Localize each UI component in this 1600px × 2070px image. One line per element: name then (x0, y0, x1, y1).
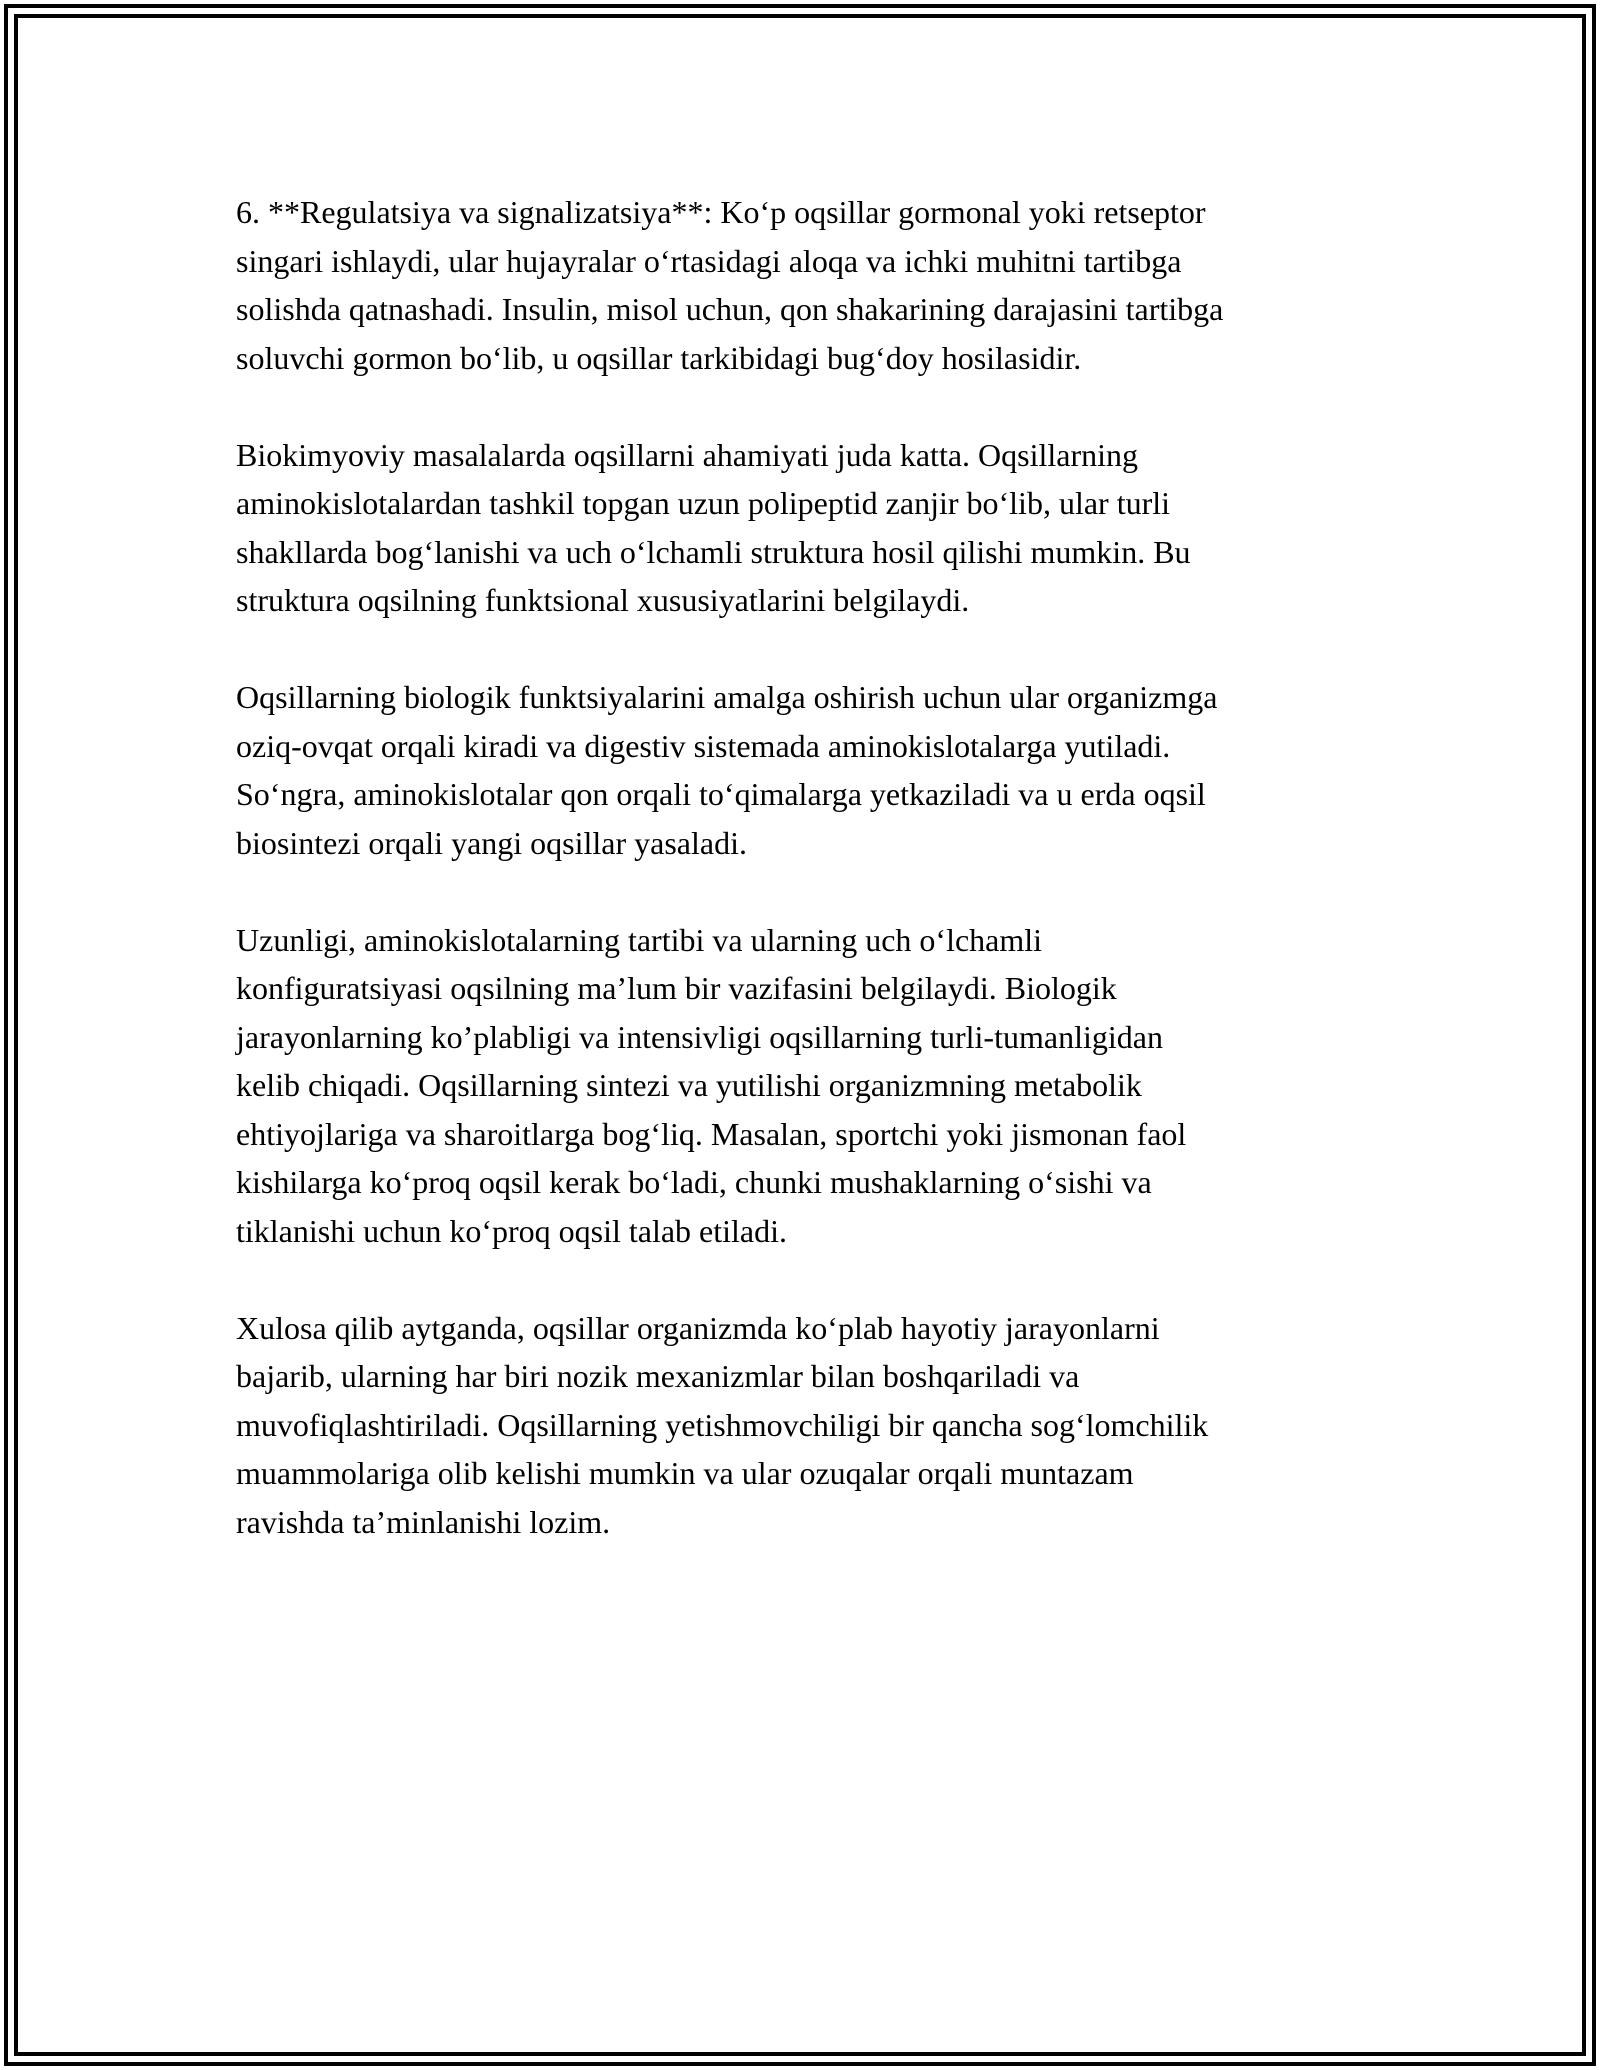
text-line: Oqsillarning biologik funktsiyalarini amalga oshirish uchun ular organizmga (236, 679, 1218, 715)
text-line: ehtiyojlariga va sharoitlarga bog‘liq. Masalan, sportchi yoki jismonan faol (236, 1115, 1187, 1152)
text-line: jarayonlarning ko’plabligi va intensivligi oqsillarning turli-tumanligidan (236, 1018, 1163, 1055)
text-line: biosintezi orqali yangi oqsillar yasaladi. (236, 824, 747, 861)
text-line: oziq-ovqat orqali kiradi va digestiv sistemada aminokislotalarga yutiladi. (236, 727, 1171, 764)
document-body (236, 188, 1386, 1546)
text-line: tiklanishi uchun ko‘proq oqsil talab etiladi. (236, 1212, 788, 1249)
text-line: soluvchi gormon bo‘lib, u oqsillar tarkibidagi bug‘doy hosilasidir. (236, 339, 1082, 376)
text-line: singari ishlaydi, ular hujayralar o‘rtasidagi aloqa va ichki muhitni tartibga (236, 242, 1182, 279)
paragraph-digestion (236, 673, 1386, 867)
text-line: Uzunligi, aminokislotalarning tartibi va ularning uch o‘lchamli (236, 921, 1043, 958)
paragraph-conclusion (236, 1304, 1386, 1547)
text-line: 6. **Regulatsiya va signalizatsiya**: Ko‘p oqsillar gormonal yoki retseptor (236, 194, 1206, 230)
text-line: konfiguratsiyasi oqsilning ma’lum bir vazifasini belgilaydi. Biologik (236, 970, 1117, 1006)
text-line: Biokimyoviy masalalarda oqsillarni ahamiyati juda katta. Oqsillarning (236, 436, 1139, 473)
paragraph-structure (236, 916, 1386, 1256)
text-line: shakllarda bog‘lanishi va uch o‘lchamli struktura hosil qilishi mumkin. Bu (236, 533, 1191, 570)
text-line: muvofiqlashtiriladi. Oqsillarning yetishmovchiligi bir qancha sog‘lomchilik (236, 1406, 1209, 1443)
text-line: So‘ngra, aminokislotalar qon orqali to‘qimalarga yetkaziladi va u erda oqsil (236, 776, 1206, 812)
text-line: solishda qatnashadi. Insulin, misol uchun, qon shakarining darajasini tartibga (236, 291, 1224, 327)
text-line: kelib chiqadi. Oqsillarning sintezi va yutilishi organizmning metabolik (236, 1067, 1142, 1103)
text-line: aminokislotalardan tashkil topgan uzun polipeptid zanjir bo‘lib, ular turli (236, 485, 1171, 521)
paragraph-regulation (236, 188, 1386, 382)
text-line: muammolariga olib kelishi mumkin va ular ozuqalar orqali muntazam (236, 1455, 1134, 1491)
text-line: struktura oqsilning funktsional xususiyatlarini belgilaydi. (236, 582, 970, 618)
text-line: ravishda ta’minlanishi lozim. (236, 1503, 611, 1540)
text-line: bajarib, ularning har biri nozik mexanizmlar bilan boshqariladi va (236, 1358, 1080, 1394)
text-line: kishilarga ko‘proq oqsil kerak bo‘ladi, chunki mushaklarning o‘sishi va (236, 1164, 1152, 1200)
text-line: Xulosa qilib aytganda, oqsillar organizmda ko‘plab hayotiy jarayonlarni (236, 1309, 1160, 1346)
paragraph-biochemistry (236, 431, 1386, 625)
